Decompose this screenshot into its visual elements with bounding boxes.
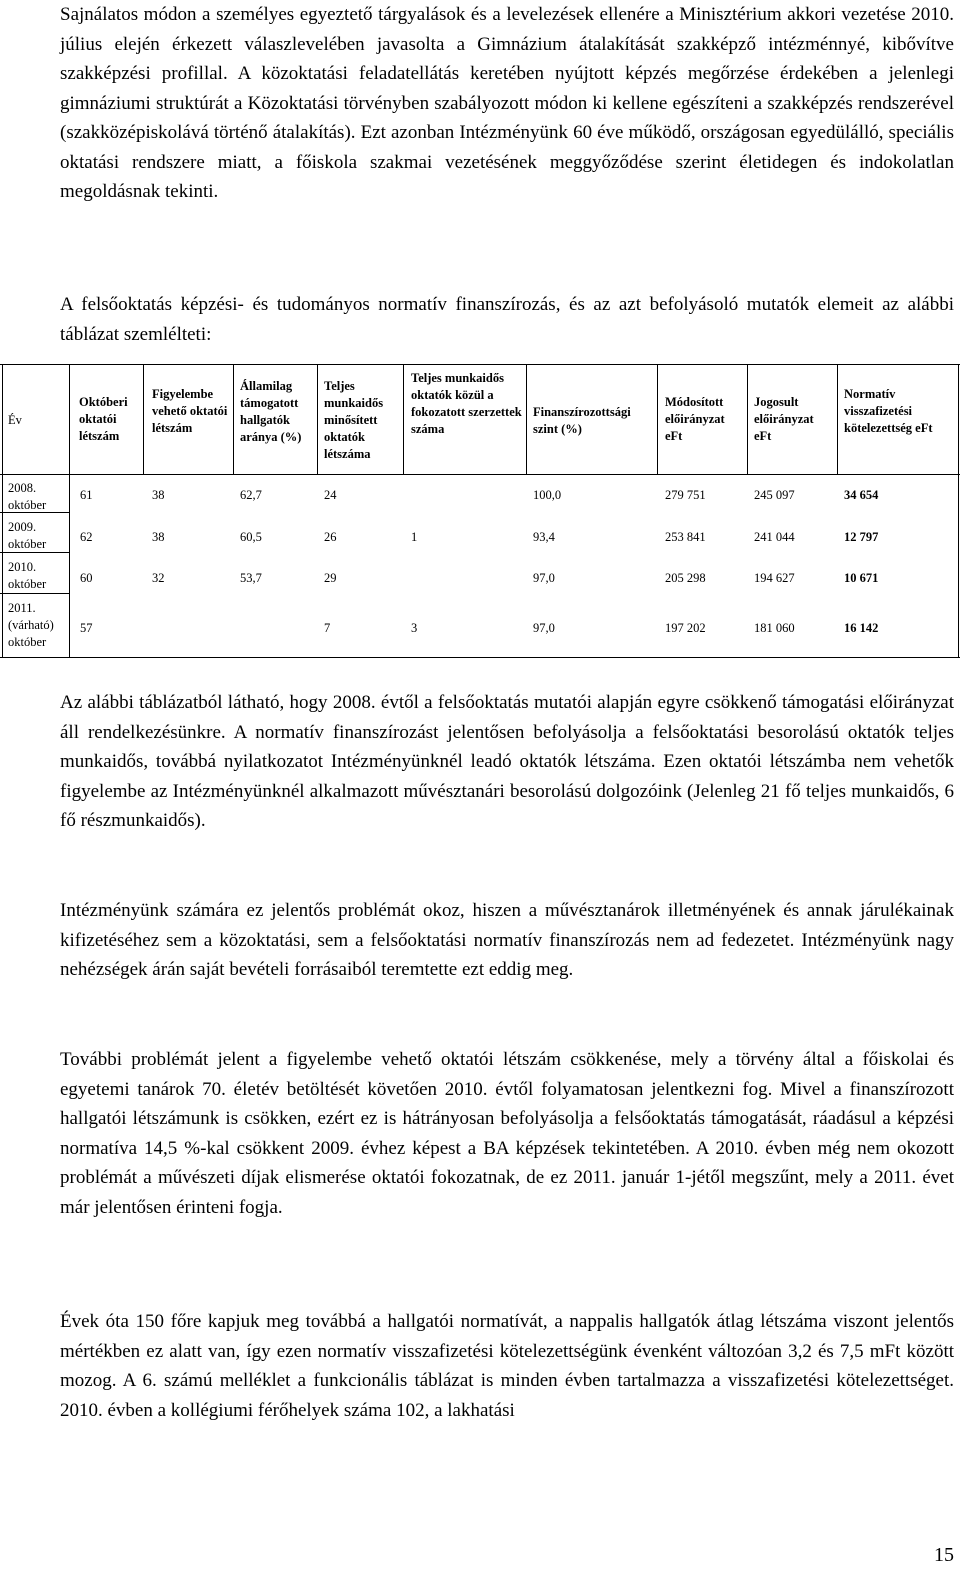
- row-year-2010: 2010. október: [8, 560, 47, 591]
- cell-r1-c6: 93,4: [533, 530, 555, 544]
- paragraph-table-analysis: Az alábbi táblázatból látható, hogy 2008. évtől a felsőoktatás mutatói alapján egyre csökkenő támogatási előirányzat áll rendelkezésünkre. A normatív finanszírozást jelentősen befolyásolja a felsőoktatási besorolású oktatók teljes munkaidős, továbbá nyilatkozatot Intézményünknél leadó oktatók létszáma. Ezen oktatói létszámba nem vehetők figyelembe az Intézményünknél alkalmazott művésztanári besorolású dolgozóink (Jelenleg 21 fő teljes munkaidős, 6 fő részmunkaidős).: [60, 692, 954, 831]
- cell-r3-c8: 181 060: [754, 621, 795, 635]
- cell-r3-c1: 57: [80, 621, 93, 635]
- cell-r2-c7: 205 298: [665, 571, 706, 585]
- header-allamilag: Államilag támogatott hallgatók aránya (%): [240, 379, 302, 444]
- cell-r0-c8: 245 097: [754, 488, 795, 502]
- header-teljes-minositett: Teljes munkaidős minősített oktatók létszáma: [324, 379, 384, 461]
- cell-r0-c2: 38: [152, 488, 165, 502]
- header-figyelembe: Figyelembe vehető oktatói létszám: [152, 387, 228, 435]
- cell-r2-c4: 29: [324, 571, 337, 585]
- cell-r3-c9: 16 142: [844, 621, 879, 635]
- header-finanszirozottsagi: Finanszírozottsági szint (%): [533, 405, 631, 436]
- cell-r0-c7: 279 751: [665, 488, 706, 502]
- row-year-2008: 2008. október: [8, 481, 47, 512]
- cell-r2-c8: 194 627: [754, 571, 795, 585]
- paragraph-ministry: Sajnálatos módon a személyes egyeztető tárgyalások és a levelezések ellenére a Minisztérium akkori vezetése 2010. július elején érkezett válaszlevelében javasolta a Gimnázium átalakítását szakképző intézménnyé, kibővítve szakképzési profillal. A közoktatási feladatellátás keretében nyújtott képzés megőrzése érdekében a jelenlegi gimnáziumi struktúrát a Közoktatási törvényben szabályozott módon ki kellene egészíteni a szakképzés rendszerével (szakközépiskolává történő átalakítás). Ezt azonban Intézményünk 60 éve működő, országosan egyedülálló, speciális oktatási rendszere miatt, a főiskola szakmai vezetésének meggyőződése szerint életidegen és indokolatlan megoldásnak tekinti.: [60, 4, 954, 202]
- header-modositott: Módosított előirányzat eFt: [665, 395, 725, 443]
- header-jogosult: Jogosult előirányzat eFt: [754, 395, 814, 443]
- cell-r1-c7: 253 841: [665, 530, 706, 544]
- cell-r0-c3: 62,7: [240, 488, 262, 502]
- cell-r1-c8: 241 044: [754, 530, 795, 544]
- cell-r2-c3: 53,7: [240, 571, 262, 585]
- page-number: 15: [934, 1544, 954, 1566]
- cell-r3-c5: 3: [411, 621, 418, 635]
- paragraph-student-normative: Évek óta 150 főre kapjuk meg továbbá a hallgatói normatívát, a nappalis hallgatók átlag létszáma viszont jelentős mértékben ez alatt van, így ezen normatív visszafizetési kötelezettségünk évenként változóan 3,2 és 7,5 mFt között mozog. A 6. számú melléklet a funkcionális táblázat is minden évben tartalmazza a visszafizetési kötelezettséget. 2010. évben a kollégiumi férőhelyek száma 102, a lakhatási: [60, 1311, 954, 1421]
- cell-r1-c4: 26: [324, 530, 337, 544]
- cell-r1-c5: 1: [411, 530, 418, 544]
- header-oktoberi: Októberi oktatói létszám: [79, 395, 128, 443]
- cell-r2-c9: 10 671: [844, 571, 879, 585]
- cell-r1-c2: 38: [152, 530, 165, 544]
- row-year-2011: 2011. (várható) október: [8, 601, 54, 649]
- cell-r1-c9: 12 797: [844, 530, 879, 544]
- cell-r3-c4: 7: [324, 621, 331, 635]
- header-ev: Év: [8, 413, 22, 427]
- cell-r0-c4: 24: [324, 488, 337, 502]
- cell-r2-c1: 60: [80, 571, 93, 585]
- cell-r0-c9: 34 654: [844, 488, 879, 502]
- paragraph-table-intro: A felsőoktatás képzési- és tudományos normatív finanszírozás, és az azt befolyásoló mutatók elemeit az alábbi táblázat szemlélteti:: [60, 294, 954, 345]
- financing-table: [0, 364, 960, 658]
- cell-r3-c7: 197 202: [665, 621, 706, 635]
- cell-r0-c1: 61: [80, 488, 93, 502]
- cell-r2-c6: 97,0: [533, 571, 555, 585]
- cell-r1-c3: 60,5: [240, 530, 262, 544]
- header-teljes-fokozatott: Teljes munkaidős oktatók közül a fokozatott szerzettek száma: [411, 371, 522, 436]
- cell-r2-c2: 32: [152, 571, 165, 585]
- paragraph-further-problems: További problémát jelent a figyelembe vehető oktatói létszám csökkenése, mely a törvény által a főiskolai és egyetemi tanárok 70. életév betöltését követően 2010. évtől folyamatosan jelentkezni fog. Mivel a finanszírozott hallgatói létszámunk is csökken, ezért ez is hátrányosan befolyásolja a felsőoktatás támogatását, ráadásul a képzési normatíva 14,5 %-kal csökkent 2009. évhez képest a BA képzések tekintetében. A 2010. évben még nem okozott problémát a művészeti díjak elismerése oktatói fokozatnak, de ez 2011. január 1-jétől megszűnt, mely a 2011. évet már jelentősen érinteni fogja.: [60, 1049, 954, 1218]
- header-normativ: Normatív visszafizetési kötelezettség eFt: [844, 387, 933, 435]
- cell-r0-c6: 100,0: [533, 488, 562, 502]
- cell-r1-c1: 62: [80, 530, 93, 544]
- row-year-2009: 2009. október: [8, 520, 47, 551]
- paragraph-art-teachers: Intézményünk számára ez jelentős problémát okoz, hiszen a művésztanárok illetményének és annak járulékainak kifizetéséhez sem a közoktatási, sem a felsőoktatási normatív finanszírozás nem ad fedezetet. Intézményünk nagy nehézségek árán saját bevételi forrásaiból teremtette ezt eddig meg.: [60, 900, 954, 980]
- cell-r3-c6: 97,0: [533, 621, 555, 635]
